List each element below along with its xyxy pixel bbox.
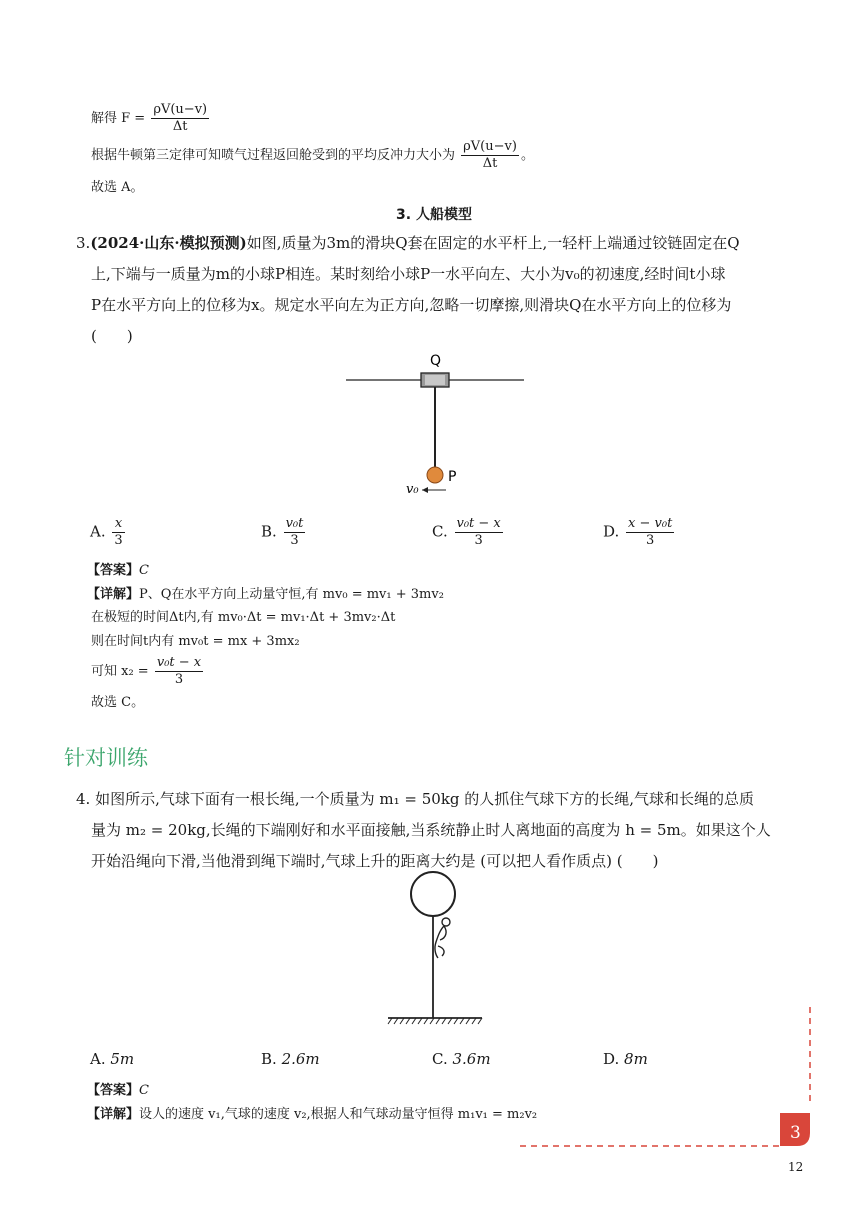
question-3 <box>76 228 816 352</box>
question-3-line1: 3.(2024·山东·模拟预测)如图,质量为3m的滑块Q套在固定的水平杆上,一轻杆上端通过铰链固定在Q <box>76 234 740 252</box>
slider-q-face <box>425 375 445 385</box>
q3-option-b[interactable]: B. $\frac{\text{v₀t}}{3}$ <box>261 516 304 548</box>
q3-detail-line5: 故选 C。 <box>91 695 145 710</box>
ball-p <box>427 467 443 483</box>
q3-option-a[interactable]: A. $\frac{x}{3}$ <box>90 516 123 548</box>
q4-option-d[interactable]: D. 8m <box>603 1050 648 1068</box>
question-3-line3: P在水平方向上的位移为x。规定水平向左为正方向,忽略一切摩擦,则滑块Q在水平方向上的位移为 <box>91 296 732 314</box>
label-p: P <box>448 469 457 485</box>
label-v0: v₀ <box>406 482 419 497</box>
q3-option-c[interactable]: C. $\frac{\text{v₀t − x}}{3}$ <box>432 516 501 548</box>
q3-detail-line1: 【详解】P、Q在水平方向上动量守恒,有 mv₀ = mv₁ + 3mv₂ <box>87 587 444 602</box>
question-4-line2: 量为 m₂ = 20kg,长绳的下端刚好和水平面接触,当系统静止时人离地面的高度为 h = 5m。如果这个人 <box>91 821 771 839</box>
q4-option-c[interactable]: C. 3.6m <box>432 1050 491 1068</box>
fraction: $\frac{\text{v₀t − x}}{3}$ <box>456 516 501 548</box>
q3-detail-line3: 则在时间t内有 mv₀t = mx + 3mx₂ <box>91 634 300 649</box>
slider-pendulum-figure <box>340 345 530 500</box>
fraction: $\frac{\rho V(u-v)}{\Delta t}$ <box>153 102 208 134</box>
question-3-line2: 上,下端与一质量为m的小球P相连。某时刻给小球P一水平向左、大小为v₀的初速度,经时间t小球 <box>91 265 726 283</box>
person-icon <box>435 918 450 958</box>
question-4-line1: 4. 如图所示,气球下面有一根长绳,一个质量为 m₁ = 50kg 的人抓住气球下方的长绳,气球和长绳的总质 <box>76 790 755 808</box>
arrow-head-icon <box>422 487 428 493</box>
fraction: $\frac{\text{x − v₀t}}{3}$ <box>628 516 673 548</box>
fraction: $\frac{x}{3}$ <box>114 516 123 548</box>
balloon <box>411 872 455 916</box>
question-4-line3: 开始沿绳向下滑,当他滑到绳下端时,气球上升的距离大约是 (可以把人看作质点) ( ) <box>91 852 659 870</box>
fraction: $\frac{\text{v₀t}}{3}$ <box>285 516 304 548</box>
question-3-line4: ( ) <box>91 327 133 345</box>
subsection-title: 3. 人船模型 <box>396 207 472 223</box>
q4-answer: 【答案】C <box>87 1083 149 1098</box>
q4-option-b[interactable]: B. 2.6m <box>261 1050 320 1068</box>
fraction: $\frac{\rho V(u-v)}{\Delta t}$ <box>463 139 517 171</box>
question-4 <box>76 784 816 877</box>
prev-solution-line1: 解得 F = $\frac{\rho V(u-v)}{\Delta t}$ <box>91 102 208 134</box>
q3-answer: 【答案】C <box>87 563 149 578</box>
ground-hatch <box>388 1018 482 1024</box>
corner-badge-number: 3 <box>790 1123 801 1143</box>
prev-solution-line3: 故选 A。 <box>91 180 144 195</box>
fraction: $\frac{\text{v₀t − x}}{3}$ <box>156 655 202 687</box>
prev-solution-line2: 根据牛顿第三定律可知喷气过程返回舱受到的平均反冲力大小为 $\frac{\rho V(u-v)}{\Delta t}$ 。 <box>91 139 534 171</box>
q3-detail-line2: 在极短的时间Δt内,有 mv₀·Δt = mv₁·Δt + 3mv₂·Δt <box>91 610 396 625</box>
section-heading: 针对训练 <box>64 746 148 770</box>
page-number: 12 <box>788 1160 804 1174</box>
q4-detail-line1: 【详解】设人的速度 v₁,气球的速度 v₂,根据人和气球动量守恒得 m₁v₁ = m₂v₂ <box>87 1107 538 1122</box>
q3-option-d[interactable]: D. $\frac{\text{x − v₀t}}{3}$ <box>603 516 673 548</box>
q4-option-a[interactable]: A. 5m <box>90 1050 135 1068</box>
label-q: Q <box>430 353 442 369</box>
q3-detail-line4: 可知 x₂ = $\frac{\text{v₀t − x}}{3}$ <box>91 655 202 687</box>
balloon-figure <box>380 866 490 1030</box>
page-corner-decoration <box>510 1005 820 1150</box>
